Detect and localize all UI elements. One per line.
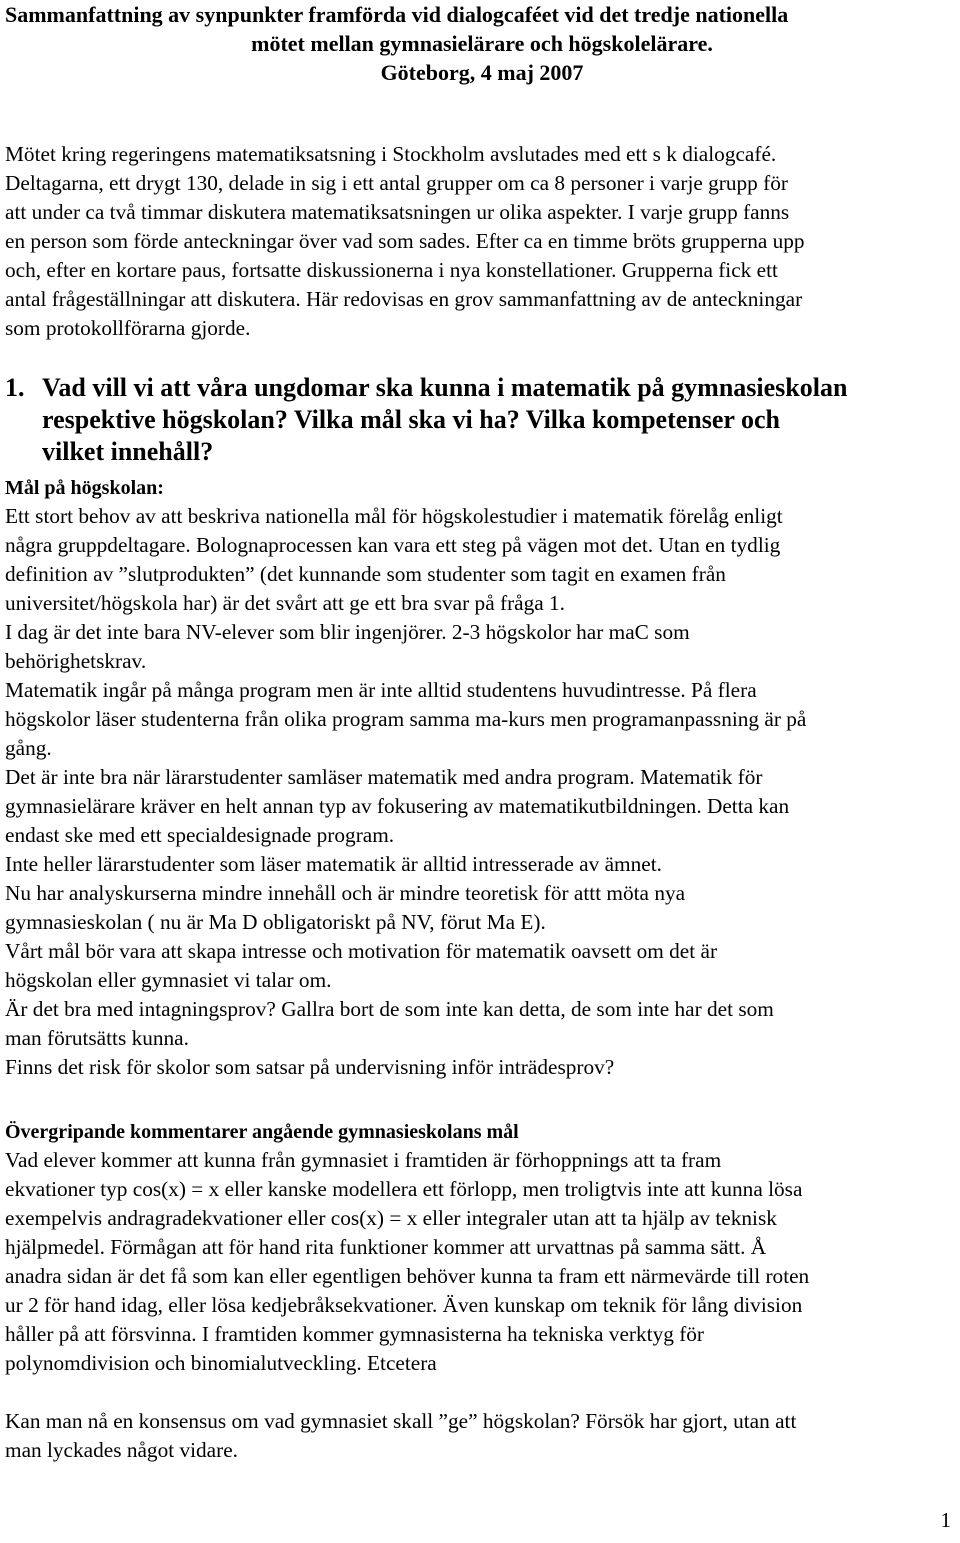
text-line: gymnasielärare kräver en helt annan typ av fokusering av matematikutbildningen. Detta kan	[5, 794, 790, 818]
text-line: ekvationer typ cos(x) = x eller kanske modellera ett förlopp, men troligtvis inte att kunna lösa	[5, 1177, 803, 1201]
text-line: ur 2 för hand idag, eller lösa kedjebråksekvationer. Även kunskap om teknik för lång division	[5, 1293, 803, 1317]
title-line: mötet mellan gymnasielärare och högskolelärare.	[251, 31, 713, 56]
text-line: gymnasieskolan ( nu är Ma D obligatoriskt på NV, förut Ma E).	[5, 910, 546, 934]
intro-paragraph	[5, 140, 959, 343]
section-body-hogskolan	[5, 502, 959, 1082]
text-line: definition av ”slutprodukten” (det kunnande som studenter som tagit en examen från	[5, 562, 726, 586]
question-number: 1.	[5, 373, 25, 402]
text-line: en person som förde anteckningar över vad som sades. Efter ca en timme bröts grupperna upp	[5, 229, 805, 253]
text-line: Mötet kring regeringens matematiksatsning i Stockholm avslutades med ett s k dialogcafé.	[5, 142, 777, 166]
question-line: Vad vill vi att våra ungdomar ska kunna i matematik på gymnasieskolan	[42, 373, 848, 402]
spacer	[5, 1082, 959, 1111]
text-line: exempelvis andragradekvationer eller cos(x) = x eller integraler utan att ta hjälp av teknisk	[5, 1206, 777, 1230]
text-line: och, efter en kortare paus, fortsatte diskussionerna i nya konstellationer. Grupperna fick ett	[5, 258, 778, 282]
title-line: Sammanfattning av synpunkter framförda vid dialogcaféet vid det tredje nationella	[5, 2, 789, 27]
document-title	[5, 0, 959, 87]
text-line: Kan man nå en konsensus om vad gymnasiet skall ”ge” högskolan? Försök har gjort, utan att	[5, 1409, 797, 1433]
text-line: behörighetskrav.	[5, 649, 147, 673]
question-heading	[5, 372, 959, 468]
text-line: att under ca två timmar diskutera matematiksatsningen ur olika aspekter. I varje grupp fanns	[5, 200, 790, 224]
text-line: gång.	[5, 736, 52, 760]
text-line: endast ske med ett specialdesignade program.	[5, 823, 395, 847]
question-line: vilket innehåll?	[42, 437, 214, 466]
text-line: Det är inte bra när lärarstudenter samläser matematik med andra program. Matematik för	[5, 765, 763, 789]
text-line: antal frågeställningar att diskutera. Här redovisas en grov sammanfattning av de anteckningar	[5, 287, 803, 311]
spacer	[5, 1378, 959, 1407]
text-line: universitet/högskola har) är det svårt att ge ett bra svar på fråga 1.	[5, 591, 566, 615]
page-number: 1	[940, 1508, 951, 1532]
section-heading-gymnasieskolan: Övergripande kommentarer angående gymnasieskolans mål	[5, 1121, 519, 1143]
closing-paragraph	[5, 1407, 959, 1465]
section-body-gymnasieskolan	[5, 1146, 959, 1378]
text-line: Ett stort behov av att beskriva nationella mål för högskolestudier i matematik förelåg enligt	[5, 504, 783, 528]
text-line: några gruppdeltagare. Bolognaprocessen kan vara ett steg på vägen mot det. Utan en tydlig	[5, 533, 781, 557]
text-line: Matematik ingår på många program men är inte alltid studentens huvudintresse. På flera	[5, 678, 757, 702]
text-line: Nu har analyskurserna mindre innehåll och är mindre teoretisk för attt möta nya	[5, 881, 686, 905]
question-text	[42, 372, 847, 468]
text-line: Är det bra med intagningsprov? Gallra bort de som inte kan detta, de som inte har det som	[5, 997, 774, 1021]
text-line: som protokollförarna gjorde.	[5, 316, 251, 340]
text-line: man förutsätts kunna.	[5, 1026, 189, 1050]
text-line: Vad elever kommer att kunna från gymnasiet i framtiden är förhoppnings att ta fram	[5, 1148, 722, 1172]
text-line: Inte heller lärarstudenter som läser matematik är alltid intresserade av ämnet.	[5, 852, 662, 876]
text-line: högskolor läser studenterna från olika program samma ma-kurs men programanpassning är på	[5, 707, 807, 731]
section-heading-hogskolan: Mål på högskolan:	[5, 477, 164, 499]
text-line: hjälpmedel. Förmågan att för hand rita funktioner kommer att urvattnas på samma sätt. Å	[5, 1235, 767, 1259]
text-line: I dag är det inte bara NV-elever som blir ingenjörer. 2-3 högskolor har maC som	[5, 620, 690, 644]
text-line: håller på att försvinna. I framtiden kommer gymnasisterna ha tekniska verktyg för	[5, 1322, 705, 1346]
text-line: polynomdivision och binomialutveckling. Etcetera	[5, 1351, 437, 1375]
text-line: Finns det risk för skolor som satsar på undervisning inför inträdesprov?	[5, 1055, 615, 1079]
question-line: respektive högskolan? Vilka mål ska vi ha? Vilka kompetenser och	[42, 405, 780, 434]
text-line: högskolan eller gymnasiet vi talar om.	[5, 968, 332, 992]
text-line: man lyckades något vidare.	[5, 1438, 238, 1462]
text-line: Deltagarna, ett drygt 130, delade in sig i ett antal grupper om ca 8 personer i varje grupp för	[5, 171, 788, 195]
text-line: Vårt mål bör vara att skapa intresse och motivation för matematik oavsett om det är	[5, 939, 718, 963]
title-line: Göteborg, 4 maj 2007	[380, 60, 584, 85]
document-page	[5, 0, 959, 1465]
text-line: anadra sidan är det få som kan eller egentligen behöver kunna ta fram ett närmevärde till roten	[5, 1264, 810, 1288]
